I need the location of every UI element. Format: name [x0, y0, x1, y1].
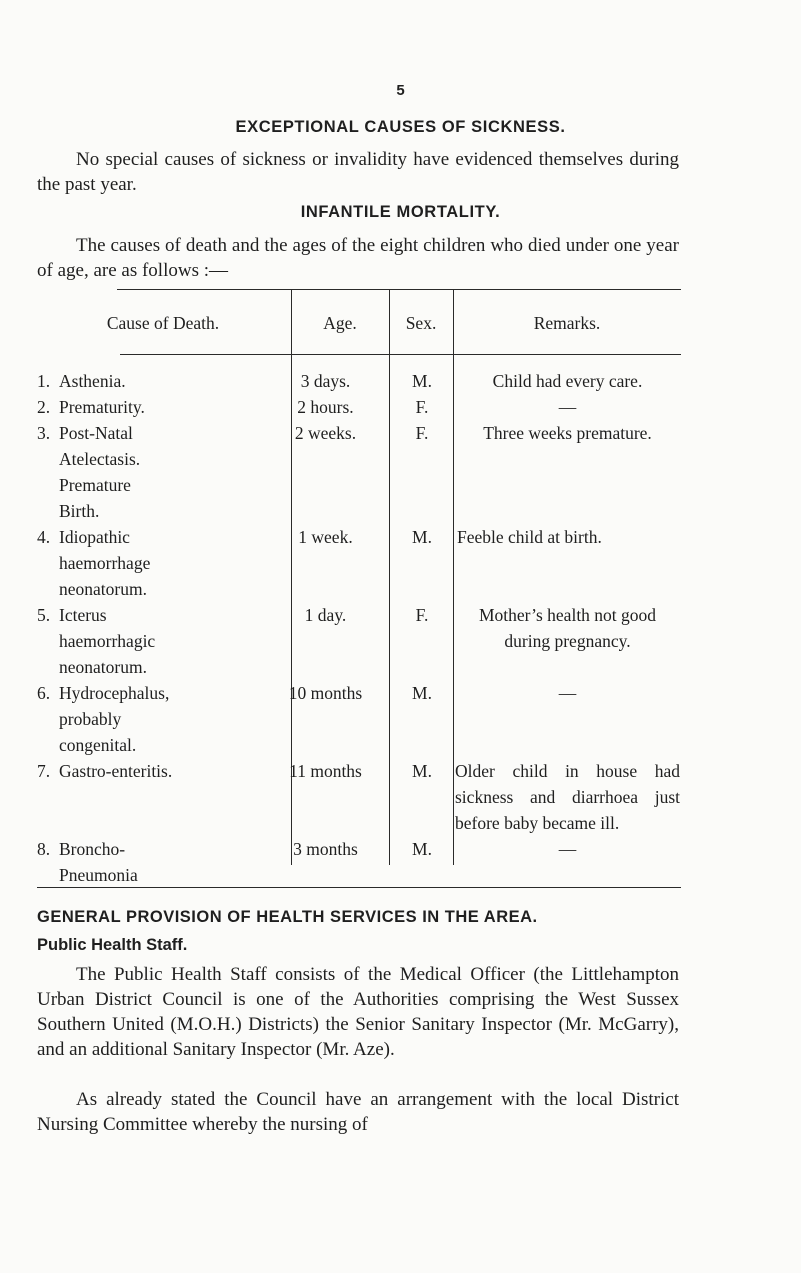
cause-text: Prematurity.	[59, 397, 145, 417]
age-cell: 3 days.	[300, 371, 351, 391]
cause-cell	[37, 758, 282, 784]
sex-cell: M.	[412, 371, 432, 391]
remarks-cell: Feeble child at birth.	[457, 527, 602, 547]
age-cell: 1 week.	[298, 527, 353, 547]
table-header-rule	[120, 354, 681, 355]
row-number: 1.	[37, 371, 51, 391]
age-cell: 3 months	[293, 839, 358, 859]
sex-cell: F.	[415, 397, 429, 417]
page-number: 5	[396, 82, 405, 99]
remarks-cell: Child had every care.	[492, 371, 643, 391]
cause-text: Premature	[59, 475, 131, 495]
column-divider-sex	[389, 289, 390, 865]
cause-text: haemorrhage	[59, 553, 151, 573]
remarks-cell: —	[558, 683, 577, 703]
sex-cell: M.	[412, 761, 432, 781]
cause-text: haemorrhagic	[59, 631, 156, 651]
age-cell: 2 weeks.	[294, 423, 357, 443]
cause-cell	[37, 368, 282, 394]
cause-text: congenital.	[59, 735, 137, 755]
sex-cell: F.	[415, 423, 429, 443]
subheading-public-health-staff: Public Health Staff.	[37, 936, 188, 954]
heading-general-provision: GENERAL PROVISION OF HEALTH SERVICES IN THE AREA.	[37, 908, 538, 926]
sex-cell: M.	[412, 527, 432, 547]
age-cell: 2 hours.	[297, 397, 354, 417]
cause-text: Atelectasis.	[59, 449, 141, 469]
cause-text: Post-Natal	[59, 423, 133, 443]
column-header-remarks: Remarks.	[533, 313, 601, 333]
cause-text: Birth.	[59, 501, 100, 521]
table-top-rule	[117, 289, 681, 290]
remarks-cell: —	[558, 397, 577, 417]
cause-text: Asthenia.	[59, 371, 126, 391]
remarks-cell: Mother’s health not good during pregnancy.	[478, 605, 657, 651]
paragraph-public-health-staff: The Public Health Staff consists of the Medical Officer (the Littlehampton Urban District Council is one of the Authorities comprising the West Sussex Southern United (M.O.H.) Districts) the Senior Sanitary Inspector (Mr. McGarry), and an additional Sanitary Inspector (Mr. Aze).	[37, 964, 679, 1060]
row-number: 4.	[37, 527, 51, 547]
cause-cell	[37, 836, 282, 888]
heading-infantile-mortality: INFANTILE MORTALITY.	[300, 203, 501, 221]
row-number: 5.	[37, 605, 51, 625]
cause-cell	[37, 394, 282, 420]
age-cell: 1 day.	[304, 605, 347, 625]
column-header-cause: Cause of Death.	[106, 313, 220, 333]
sex-cell: M.	[412, 683, 432, 703]
cause-cell	[37, 680, 282, 758]
row-number: 3.	[37, 423, 51, 443]
cause-text: neonatorum.	[59, 579, 147, 599]
sex-cell: M.	[412, 839, 432, 859]
cause-cell	[37, 524, 282, 602]
column-header-sex: Sex.	[405, 313, 437, 333]
cause-text: Gastro-enteritis.	[59, 761, 173, 781]
column-header-age: Age.	[323, 313, 357, 333]
cause-cell	[37, 420, 282, 524]
cause-text: Pneumonia	[59, 865, 138, 885]
row-number: 6.	[37, 683, 51, 703]
remarks-cell: Three weeks premature.	[483, 423, 652, 443]
cause-text: Hydrocephalus,	[59, 683, 170, 703]
cause-text: neonatorum.	[59, 657, 147, 677]
cause-text: Idiopathic	[59, 527, 130, 547]
row-number: 8.	[37, 839, 51, 859]
row-number: 2.	[37, 397, 51, 417]
column-divider-remarks	[453, 289, 454, 865]
paragraph-nursing-arrangement: As already stated the Council have an arrangement with the local District Nursing Committee whereby the nursing of	[37, 1089, 679, 1135]
paragraph-exceptional-causes: No special causes of sickness or invalidity have evidenced themselves during the past year.	[37, 149, 679, 195]
cause-text: Broncho-	[59, 839, 126, 859]
remarks-cell: —	[558, 839, 577, 859]
row-number: 7.	[37, 761, 51, 781]
cause-text: probably	[59, 709, 122, 729]
cause-text: Icterus	[59, 605, 107, 625]
remarks-cell: Older child in house had sickness and diarrhoea just before baby became ill.	[455, 761, 680, 833]
cause-cell	[37, 602, 282, 680]
heading-exceptional-causes: EXCEPTIONAL CAUSES OF SICKNESS.	[235, 118, 566, 136]
age-cell: 10 months	[288, 683, 363, 703]
paragraph-infantile-mortality: The causes of death and the ages of the eight children who died under one year of age, are as follows :—	[37, 235, 679, 281]
sex-cell: F.	[415, 605, 429, 625]
age-cell: 11 months	[289, 761, 362, 781]
